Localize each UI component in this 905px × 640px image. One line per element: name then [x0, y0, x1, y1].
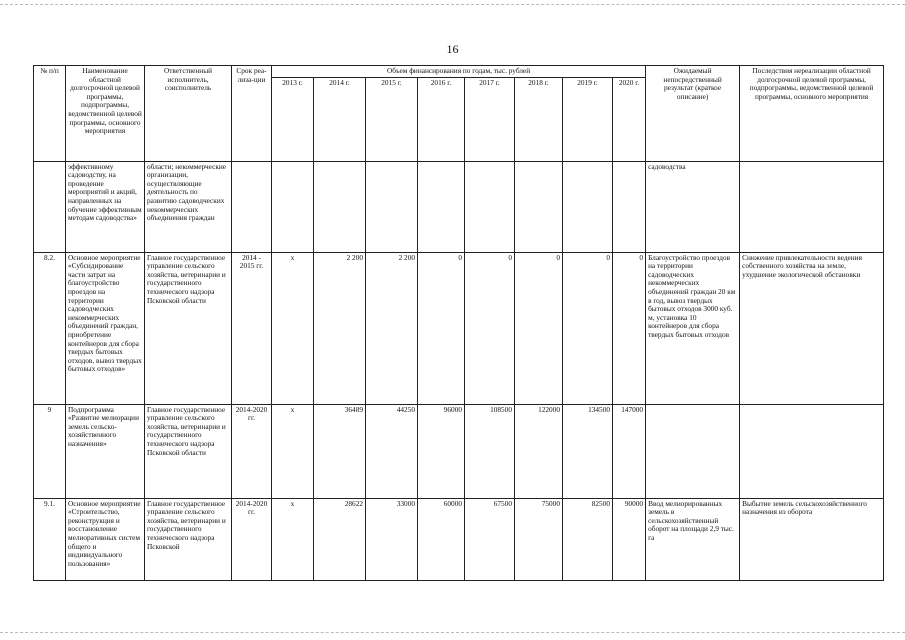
row-executor: Главное государственное управление сельского хозяйства, ветеринарии и государственного технического надзора Псковской области: [145, 252, 232, 404]
row-name: эффективному садоводству, на проведение мероприятий и акций, направленных на обучение эффективным методам садоводства»: [66, 161, 145, 252]
header-year: 2015 г.: [366, 77, 418, 161]
row-value: [515, 161, 563, 252]
header-term: Срок реа-лиза-ции: [232, 66, 272, 162]
row-value: 67500: [465, 498, 515, 580]
program-table: [33, 65, 884, 581]
row-value: 82500: [563, 498, 613, 580]
row-term: 2014-2020 гг.: [232, 404, 272, 498]
table-row: [34, 161, 884, 252]
row-name: Основное мероприятие «Субсидирование части затрат на благоустройство проездов на территории садоводческих некоммерческих объединений граждан, приобретение контейнеров для сбора твердых бытовых отходов, вывоз твердых бытовых отходов»: [66, 252, 145, 404]
row-value: 2 200: [314, 252, 366, 404]
row-value: х: [272, 498, 314, 580]
row-result: [646, 404, 740, 498]
row-value: 122000: [515, 404, 563, 498]
row-executor: области; некоммерческие организации, осуществляющие деятельность по развитию садоводческих некоммерческих объединения граждан: [145, 161, 232, 252]
row-num: 9: [34, 404, 66, 498]
row-name: Подпрограмма «Развитие мелиорации земель сельско-хозяйственного назначения»: [66, 404, 145, 498]
row-value: 0: [465, 252, 515, 404]
header-year: 2013 г.: [272, 77, 314, 161]
row-value: [418, 161, 465, 252]
row-result: Благоустройство проездов на территории садоводческих некоммерческих объединений граждан 20 км в год, вывоз твердых бытовых отходов 3000 куб. м, установка 10 контейнеров для сбора твердых бытовых отходов: [646, 252, 740, 404]
table-row: [34, 252, 884, 404]
header-year: 2019 г.: [563, 77, 613, 161]
table-row: [34, 404, 884, 498]
row-value: 0: [613, 252, 646, 404]
row-value: х: [272, 404, 314, 498]
header-funding: Объем финансирования по годам, тыс. рублей: [272, 66, 646, 78]
top-scan-edge: [0, 4, 905, 6]
row-name: Основное мероприятие «Строительство, реконструкция и восстановление мелиоративных систем общего и индивидуального пользования»: [66, 498, 145, 580]
row-value: 2 200: [366, 252, 418, 404]
row-value: [366, 161, 418, 252]
header-name: Наименование областной долгосрочной целевой программы, подпрограммы, ведомственной целевой программы, основного мероприятия: [66, 66, 145, 162]
header-executor: Ответственный исполнитель, соисполнитель: [145, 66, 232, 162]
row-consequences: [740, 161, 884, 252]
page-number: 16: [446, 42, 459, 56]
row-value: 0: [563, 252, 613, 404]
row-value: [613, 161, 646, 252]
header-year: 2017 г.: [465, 77, 515, 161]
row-executor: Главное государственное управление сельского хозяйства, ветеринарии и государственного технического надзора Псковской области: [145, 404, 232, 498]
row-term: 2014 - 2015 гг.: [232, 252, 272, 404]
row-value: 0: [418, 252, 465, 404]
row-value: [465, 161, 515, 252]
header-num: № п/п: [34, 66, 66, 162]
row-result: Ввод мелиорированных земель в сельскохозяйственный оборот на площади 2,9 тыс. га: [646, 498, 740, 580]
row-value: 36489: [314, 404, 366, 498]
row-value: 28622: [314, 498, 366, 580]
bottom-scan-edge: [0, 632, 905, 634]
row-value: 108500: [465, 404, 515, 498]
row-value: х: [272, 252, 314, 404]
row-value: 90000: [613, 498, 646, 580]
row-executor: Главное государственное управление сельского хозяйства, ветеринарии и государственного технического надзора Псковской: [145, 498, 232, 580]
row-consequences: Снижение привлекательности ведения собственного хозяйства на земле, ухудшение экологической обстановки: [740, 252, 884, 404]
header-year: 2018 г.: [515, 77, 563, 161]
header-consequences: Последствия нереализации областной долгосрочной целевой программы, подпрограммы, ведомственной целевой программы, основного мероприятия: [740, 66, 884, 162]
table-row: [34, 498, 884, 580]
row-value: 96000: [418, 404, 465, 498]
row-value: [314, 161, 366, 252]
header-year: 2016 г.: [418, 77, 465, 161]
header-year: 2014 г.: [314, 77, 366, 161]
row-num: 9.1.: [34, 498, 66, 580]
row-value: 75000: [515, 498, 563, 580]
row-term: 2014-2020 гг.: [232, 498, 272, 580]
row-num: 8.2.: [34, 252, 66, 404]
row-value: 0: [515, 252, 563, 404]
row-value: 134500: [563, 404, 613, 498]
row-consequences: [740, 404, 884, 498]
row-result: садоводства: [646, 161, 740, 252]
row-value: 44250: [366, 404, 418, 498]
row-value: [272, 161, 314, 252]
row-value: [563, 161, 613, 252]
row-consequences: Выбытие земель сельскохозяйственного назначения из оборота: [740, 498, 884, 580]
row-value: 147000: [613, 404, 646, 498]
row-num: [34, 161, 66, 252]
row-value: 60000: [418, 498, 465, 580]
header-year: 2020 г.: [613, 77, 646, 161]
row-term: [232, 161, 272, 252]
row-value: 33000: [366, 498, 418, 580]
header-result: Ожидаемый непосредственный результат (краткое описание): [646, 66, 740, 162]
